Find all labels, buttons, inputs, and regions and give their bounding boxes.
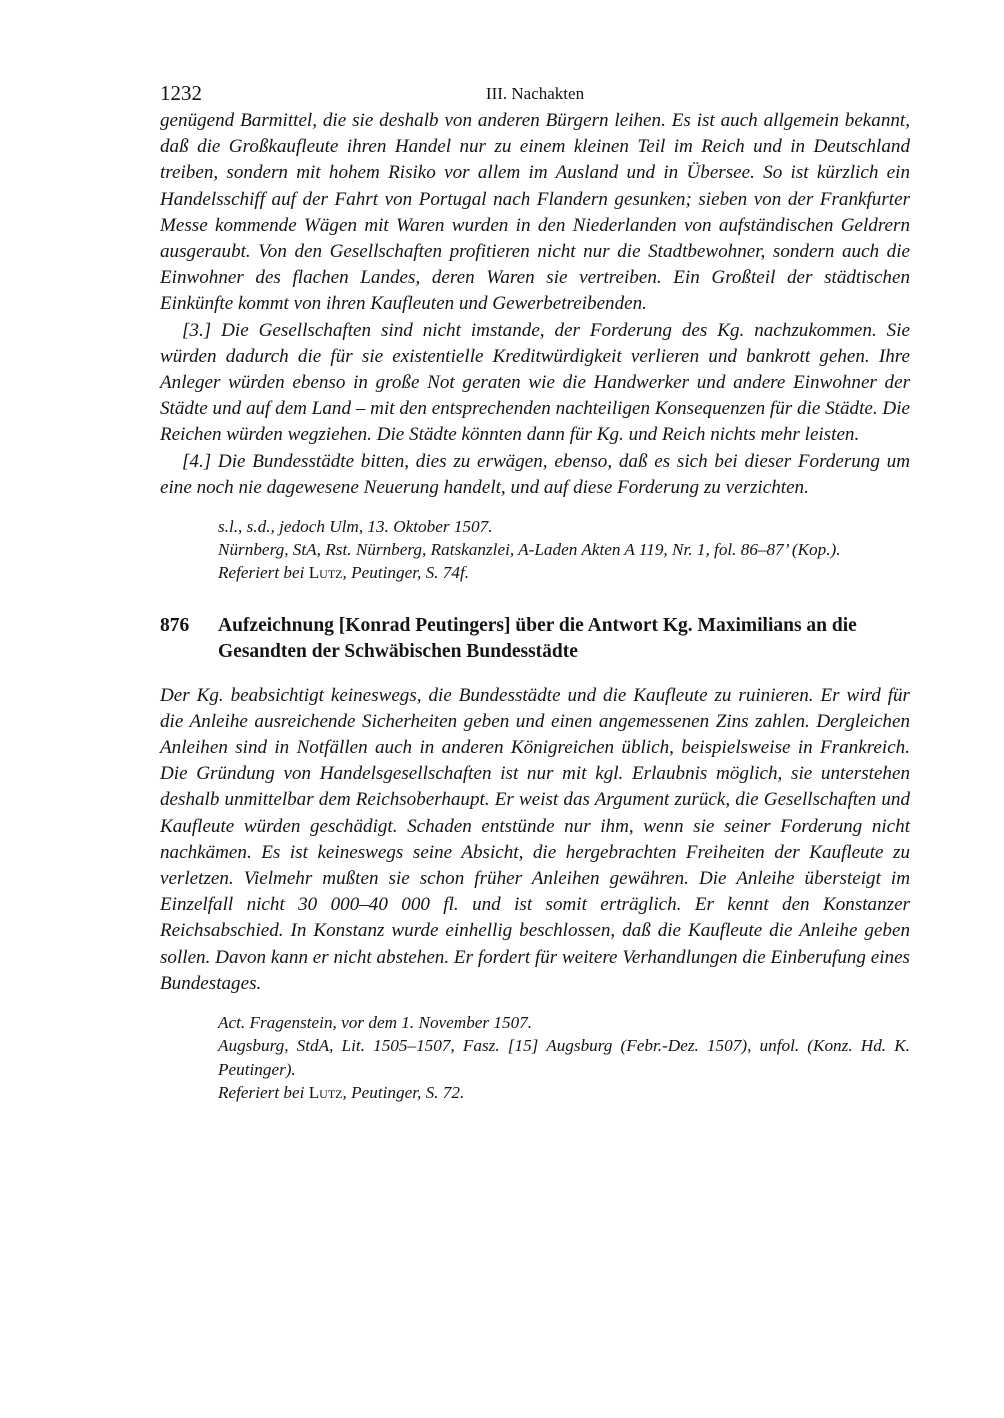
entry-875-paragraph-4: [4.] Die Bundesstädte bitten, dies zu erwägen, ebenso, daß es sich bei dieser Forderung um eine noch nie dagewesene Neuerung handelt, und auf diese Forderung zu verzichten. xyxy=(160,450,910,498)
page-number: 1232 xyxy=(160,81,202,105)
entry-875-source-reference xyxy=(218,561,910,584)
entry-875-paragraph-3: [3.] Die Gesellschaften sind nicht imstande, der Forderung des Kg. nachzukommen. Sie würden dadurch die für sie existentielle Kreditwürdigkeit verlieren und bankrott gehen. Ihre Anleger würden ebenso in große Not geraten wie die Handwerker und andere Einwohner der Städte und auf dem Land – mit den entsprechenden nachteiligen Konsequenzen für die Städte. Die Reichen würden wegziehen. Die Städte könnten dann für Kg. und Reich nichts mehr leisten. xyxy=(160,319,910,446)
running-head xyxy=(160,78,910,108)
running-section-title: III. Nachakten xyxy=(485,84,585,103)
reference-suffix: , Peutinger, S. 74f. xyxy=(342,563,470,583)
entry-876-summary: Der Kg. beabsichtigt keineswegs, die Bundesstädte und die Kaufleute zu ruinieren. Er wird für die Anleihe ausreichende Sicherheiten geben und einen angemessenen Zins zahlen. Dergleichen Anleihen sind in Notfällen auch in anderen Königreichen üblich, beispielsweise in Frankreich. Die Gründung von Handelsgesellschaften ist nur mit kgl. Erlaubnis möglich, sie unterstehen deshalb unmittelbar dem Reichsoberhaupt. Er weist das Argument zurück, die Gesellschaften und Kaufleute würden geschädigt. Schaden entstünde nur ihm, wenn sie seiner Forderung nicht nachkämen. Es ist keineswegs seine Absicht, die hergebrachten Freiheiten der Kaufleute zu verletzen. Vielmehr mußten sie schon früher Anleihen gewähren. Die Anleihe übersteigt im Einzelfall nicht 30 000–40 000 fl. und ist somit erträglich. Er kennt den Konstanzer Reichsabschied. In Konstanz wurde einhellig beschlossen, daß die Kaufleute die Anleihe geben sollen. Davon kann er nicht abstehen. Er fordert für weitere Verhandlungen die Einberufung eines Bundestages. xyxy=(160,684,910,994)
reference-prefix: Referiert bei xyxy=(218,1082,309,1102)
entry-876-source-block xyxy=(218,1011,910,1104)
entry-876-number: 876 xyxy=(160,614,190,636)
reference-author: Lutz xyxy=(308,563,343,583)
entry-875-source-date: s.l., s.d., jedoch Ulm, 13. Oktober 1507. xyxy=(218,517,493,537)
entry-876-title: Aufzeichnung [Konrad Peutingers] über die Antwort Kg. Maximilians an die Gesandten der Schwäbischen Bundesstädte xyxy=(218,614,857,662)
reference-prefix: Referiert bei xyxy=(218,563,309,583)
entry-876-source-archive: Augsburg, StdA, Lit. 1505–1507, Fasz. [15] Augsburg (Febr.-Dez. 1507), unfol. (Konz. Hd. K. Peutinger). xyxy=(218,1036,910,1079)
entry-876-heading xyxy=(160,613,910,665)
entry-875-source-archive: Nürnberg, StA, Rst. Nürnberg, Ratskanzlei, A-Laden Akten A 119, Nr. 1, fol. 86–87’ (Kop.). xyxy=(218,540,841,560)
reference-suffix: , Peutinger, S. 72. xyxy=(342,1082,465,1102)
entry-875-paragraph-continued: genügend Barmittel, die sie deshalb von anderen Bürgern leihen. Es ist auch allgemein bekannt, daß die Großkaufleute ihren Handel nur zu einem kleinen Teil im Reich und in Deutschland treiben, sondern mit hohem Risiko vor allem im Ausland und in Übersee. So ist kürzlich ein Handelsschiff auf der Fahrt von Portugal nach Flandern gesunken; sieben von der Frankfurter Messe kommende Wägen mit Waren wurden in den Niederlanden von aufständischen Geldrern ausgeraubt. Von den Gesellschaften profitieren nicht nur die Stadtbewohner, sondern auch die Einwohner des flachen Landes, deren Waren sie vertreiben. Ein Großteil der städtischen Einkünfte kommt von ihren Kaufleuten und Gewerbetreibenden. xyxy=(160,110,910,315)
reference-author: Lutz xyxy=(308,1082,343,1102)
document-page xyxy=(160,78,910,1104)
entry-875-source-block xyxy=(218,515,910,585)
entry-876-source-date: Act. Fragenstein, vor dem 1. November 1507. xyxy=(218,1013,533,1033)
entry-876-source-reference xyxy=(218,1081,910,1104)
